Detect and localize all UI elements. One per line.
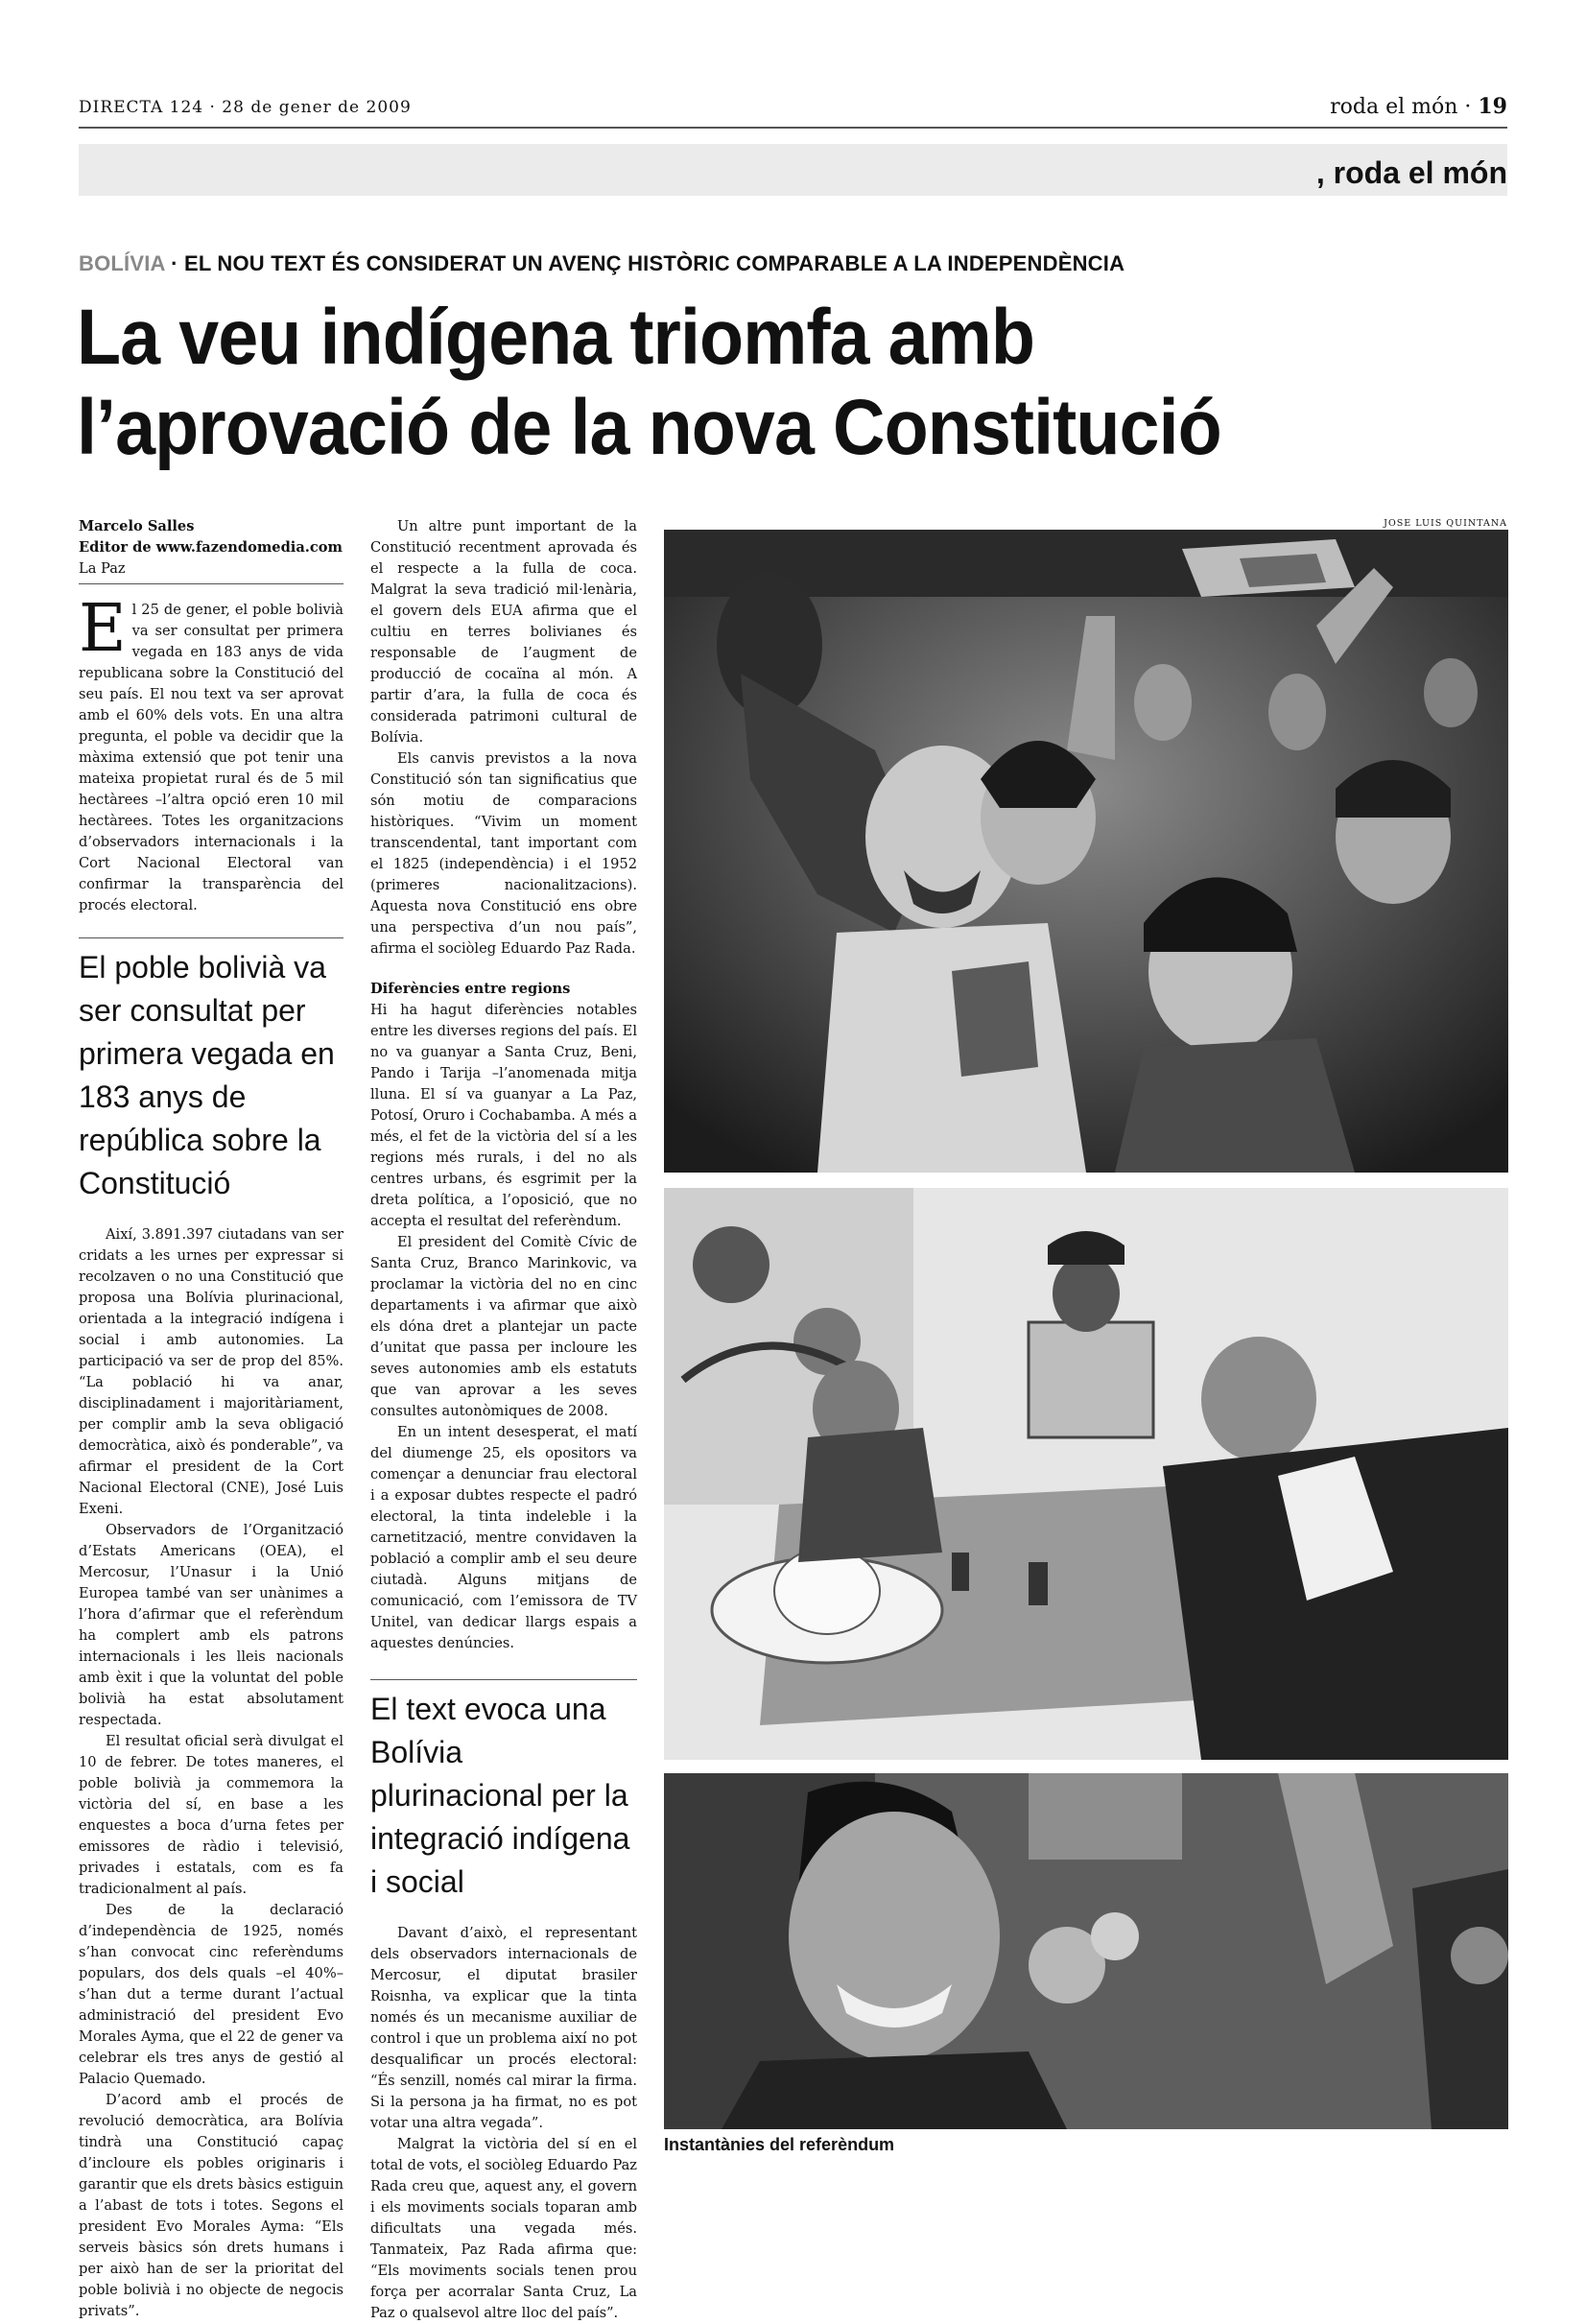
section-name: roda el món [1330, 95, 1458, 119]
pull-quote-2: El text evoca una Bolívia plurinacional per la integració indígena i social [370, 1679, 637, 1904]
headline [77, 293, 1401, 473]
pull-quote-1: El poble bolivià va ser consultat per primera vegada en 183 anys de república sobre la Constitució [79, 937, 343, 1205]
page-section-number [1330, 94, 1507, 119]
paragraph: Hi ha hagut diferències notables entre les diverses regions del país. El no va guanyar a Santa Cruz, Beni, Pando i Tarija –l’anomenada mitja lluna. El sí va guanyar a La Paz, Potosí, Oruro i Cochabamba. A més a més, el fet de la victòria del sí a les regions més rurals, i del no als centres urbans, és esgrimit per la dreta política, a l’oposició, que no accepta el resultat del referèndum. [370, 1002, 637, 1229]
paragraph: Davant d’això, el representant dels observadors internacionals de Mercosur, el diputat brasiler Roisnha, va explicar que la tinta només és un mecanisme auxiliar de control i que un problema així no pot desqualificar un procés electoral: “És senzill, només cal mirar la firma. Si la persona ja ha firmat, no es pot votar una altra vegada”. [370, 1925, 637, 2131]
kicker [79, 251, 1124, 276]
section-band [79, 144, 1507, 196]
page-number: 19 [1478, 94, 1507, 119]
crowd-illustration [664, 530, 1508, 1173]
paragraph: Els canvis previstos a la nova Constitució són tan significatius que són motiu de comparacions històriques. “Vivim un moment transcendental, tant important com el 1825 (independència) i el 1952 (primeres nacionalitzacions). Aquesta nova Constitució ens obre una perspectiva d’un nou país”, afirma el sociòleg Eduardo Paz Rada. [370, 750, 637, 957]
article-column-1 [79, 516, 343, 2322]
author-name: Marcelo Salles [79, 518, 195, 534]
lead-text: l 25 de gener, el poble bolivià va ser consultat per primera vegada en 183 anys de vida republicana sobre la Constitució del seu país. El nou text va ser aprovat amb el 60% dels vots. En una altra pregunta, el poble va decidir que la màxima extensió que pot tenir una mateixa propietat rural és de 5 mil hectàrees –l’altra opció eren 10 mil hectàrees. Totes les organitzacions d’observadors internacionals i la Cort Nacional Electoral van confirmar la transparència del procés electoral. [79, 602, 343, 913]
kicker-text: · EL NOU TEXT ÉS CONSIDERAT UN AVENÇ HISTÒRIC COMPARABLE A LA INDEPENDÈNCIA [164, 251, 1125, 275]
article-column-2 [370, 516, 637, 2324]
running-head [79, 88, 1507, 129]
separator: · [1457, 95, 1479, 119]
byline [79, 516, 343, 584]
paragraph: Observadors de l’Organització d’Estats Americans (OEA), el Mercosur, l’Unasur i la Unió Europea també van ser unànimes a l’hora d’afirmar que el referèndum ha complert amb els patrons internacionals i les lleis nacionals amb èxit i que la voluntat del poble bolivià ha estat absolutament respectada. [79, 1522, 343, 1728]
photo-credit: JOSE LUIS QUINTANA [1384, 518, 1507, 529]
polling-illustration [664, 1188, 1508, 1760]
paragraph: Un altre punt important de la Constitució recentment aprovada és el respecte a la fulla de coca. Malgrat la seva tradició mil·lenària, el govern dels EUA afirma que el cultiu en terres bolivianes és responsable de l’augment de producció de cocaïna al món. A partir d’ara, la fulla de coca és considerada patrimoni cultural de Bolívia. [370, 518, 637, 746]
dateline: La Paz [79, 560, 126, 577]
kicker-country: BOLÍVIA [79, 251, 165, 275]
lead-paragraph [79, 591, 343, 916]
issue-and-date: DIRECTA 124 · 28 de gener de 2009 [79, 98, 412, 117]
paragraph: Així, 3.891.397 ciutadans van ser cridats a les urnes per expressar si recolzaven o no una Constitució que proposa una Bolívia plurinacional, orientada a la integració indígena i social i amb autonomies. La participació va ser de prop del 85%. “La població hi va anar, disciplinadament i majoritàriament, per complir amb la seva obligació democràtica, això és ponderable”, va afirmar el president de la Cort Nacional Electoral (CNE), José Luis Exeni. [79, 1226, 343, 1517]
photo-celebrating-crowd [664, 530, 1508, 1173]
author-role: Editor de www.fazendomedia.com [79, 539, 343, 556]
portrait-illustration [664, 1773, 1508, 2129]
photo-evo-morales [664, 1773, 1508, 2129]
subheading: Diferències entre regions [370, 981, 571, 997]
paragraph: Des de la declaració d’independència de 1925, només s’han convocat cinc referèndums populars, dos dels quals –el 40%– s’han dut a terme durant l’actual administració del president Evo Morales Ayma, que el 22 de gener va celebrar els tres anys de gestió al Palacio Quemado. [79, 1902, 343, 2087]
section-label: , roda el món [1315, 155, 1507, 190]
paragraph: El president del Comitè Cívic de Santa Cruz, Branco Marinkovic, va proclamar la victòria del no en cinc departaments i va afirmar que això els dóna dret a plantejar un pacte d’unitat que passa per incloure les seves autonomies amb els estatuts que van aprovar a les seves consultes autonòmiques de 2008. [370, 1234, 637, 1419]
photo-polling-table [664, 1188, 1508, 1760]
photo-caption: Instantànies del referèndum [664, 2135, 895, 2154]
paragraph: En un intent desesperat, el matí del diumenge 25, els opositors va començar a denunciar frau electoral i a exposar dubtes respecte el padró electoral, la tinta indeleble i la carnetització, mentre convidaven la població a complir amb el seu deure ciutadà. Alguns mitjans de comunicació, com l’emissora de TV Unitel, van dedicar llargs espais a aquestes denúncies. [370, 1424, 637, 1651]
drop-cap: E [79, 591, 127, 667]
paragraph: D’acord amb el procés de revolució democràtica, ara Bolívia tindrà una Constitució capaç d’incloure els pobles originaris i garantir que els drets bàsics estiguin a l’abast de tots i totes. Segons el president Evo Morales Ayma: “Els serveis bàsics són drets humans i per això han de ser la prioritat del poble bolivià i no objecte de negocis privats”. [79, 2092, 343, 2319]
paragraph: El resultat oficial serà divulgat el 10 de febrer. De totes maneres, el poble bolivià ja commemora la victòria del sí, en base a les enquestes a boca d’urna fetes per emissores de ràdio i televisió, privades i estatals, com es fa tradicionalment al país. [79, 1733, 343, 1897]
headline-line-2: l’aprovació de la nova Constitució [77, 384, 1221, 471]
headline-line-1: La veu indígena triomfa amb [77, 294, 1034, 381]
paragraph: Malgrat la victòria del sí en el total de vots, el sociòleg Eduardo Paz Rada creu que, aquest any, el govern i els moviments socials toparan amb dificultats una vegada més. Tanmateix, Paz Rada afirma que: “Els moviments socials tenen prou força per acorralar Santa Cruz, La Paz o qualsevol altre lloc del país”. [370, 2136, 637, 2321]
